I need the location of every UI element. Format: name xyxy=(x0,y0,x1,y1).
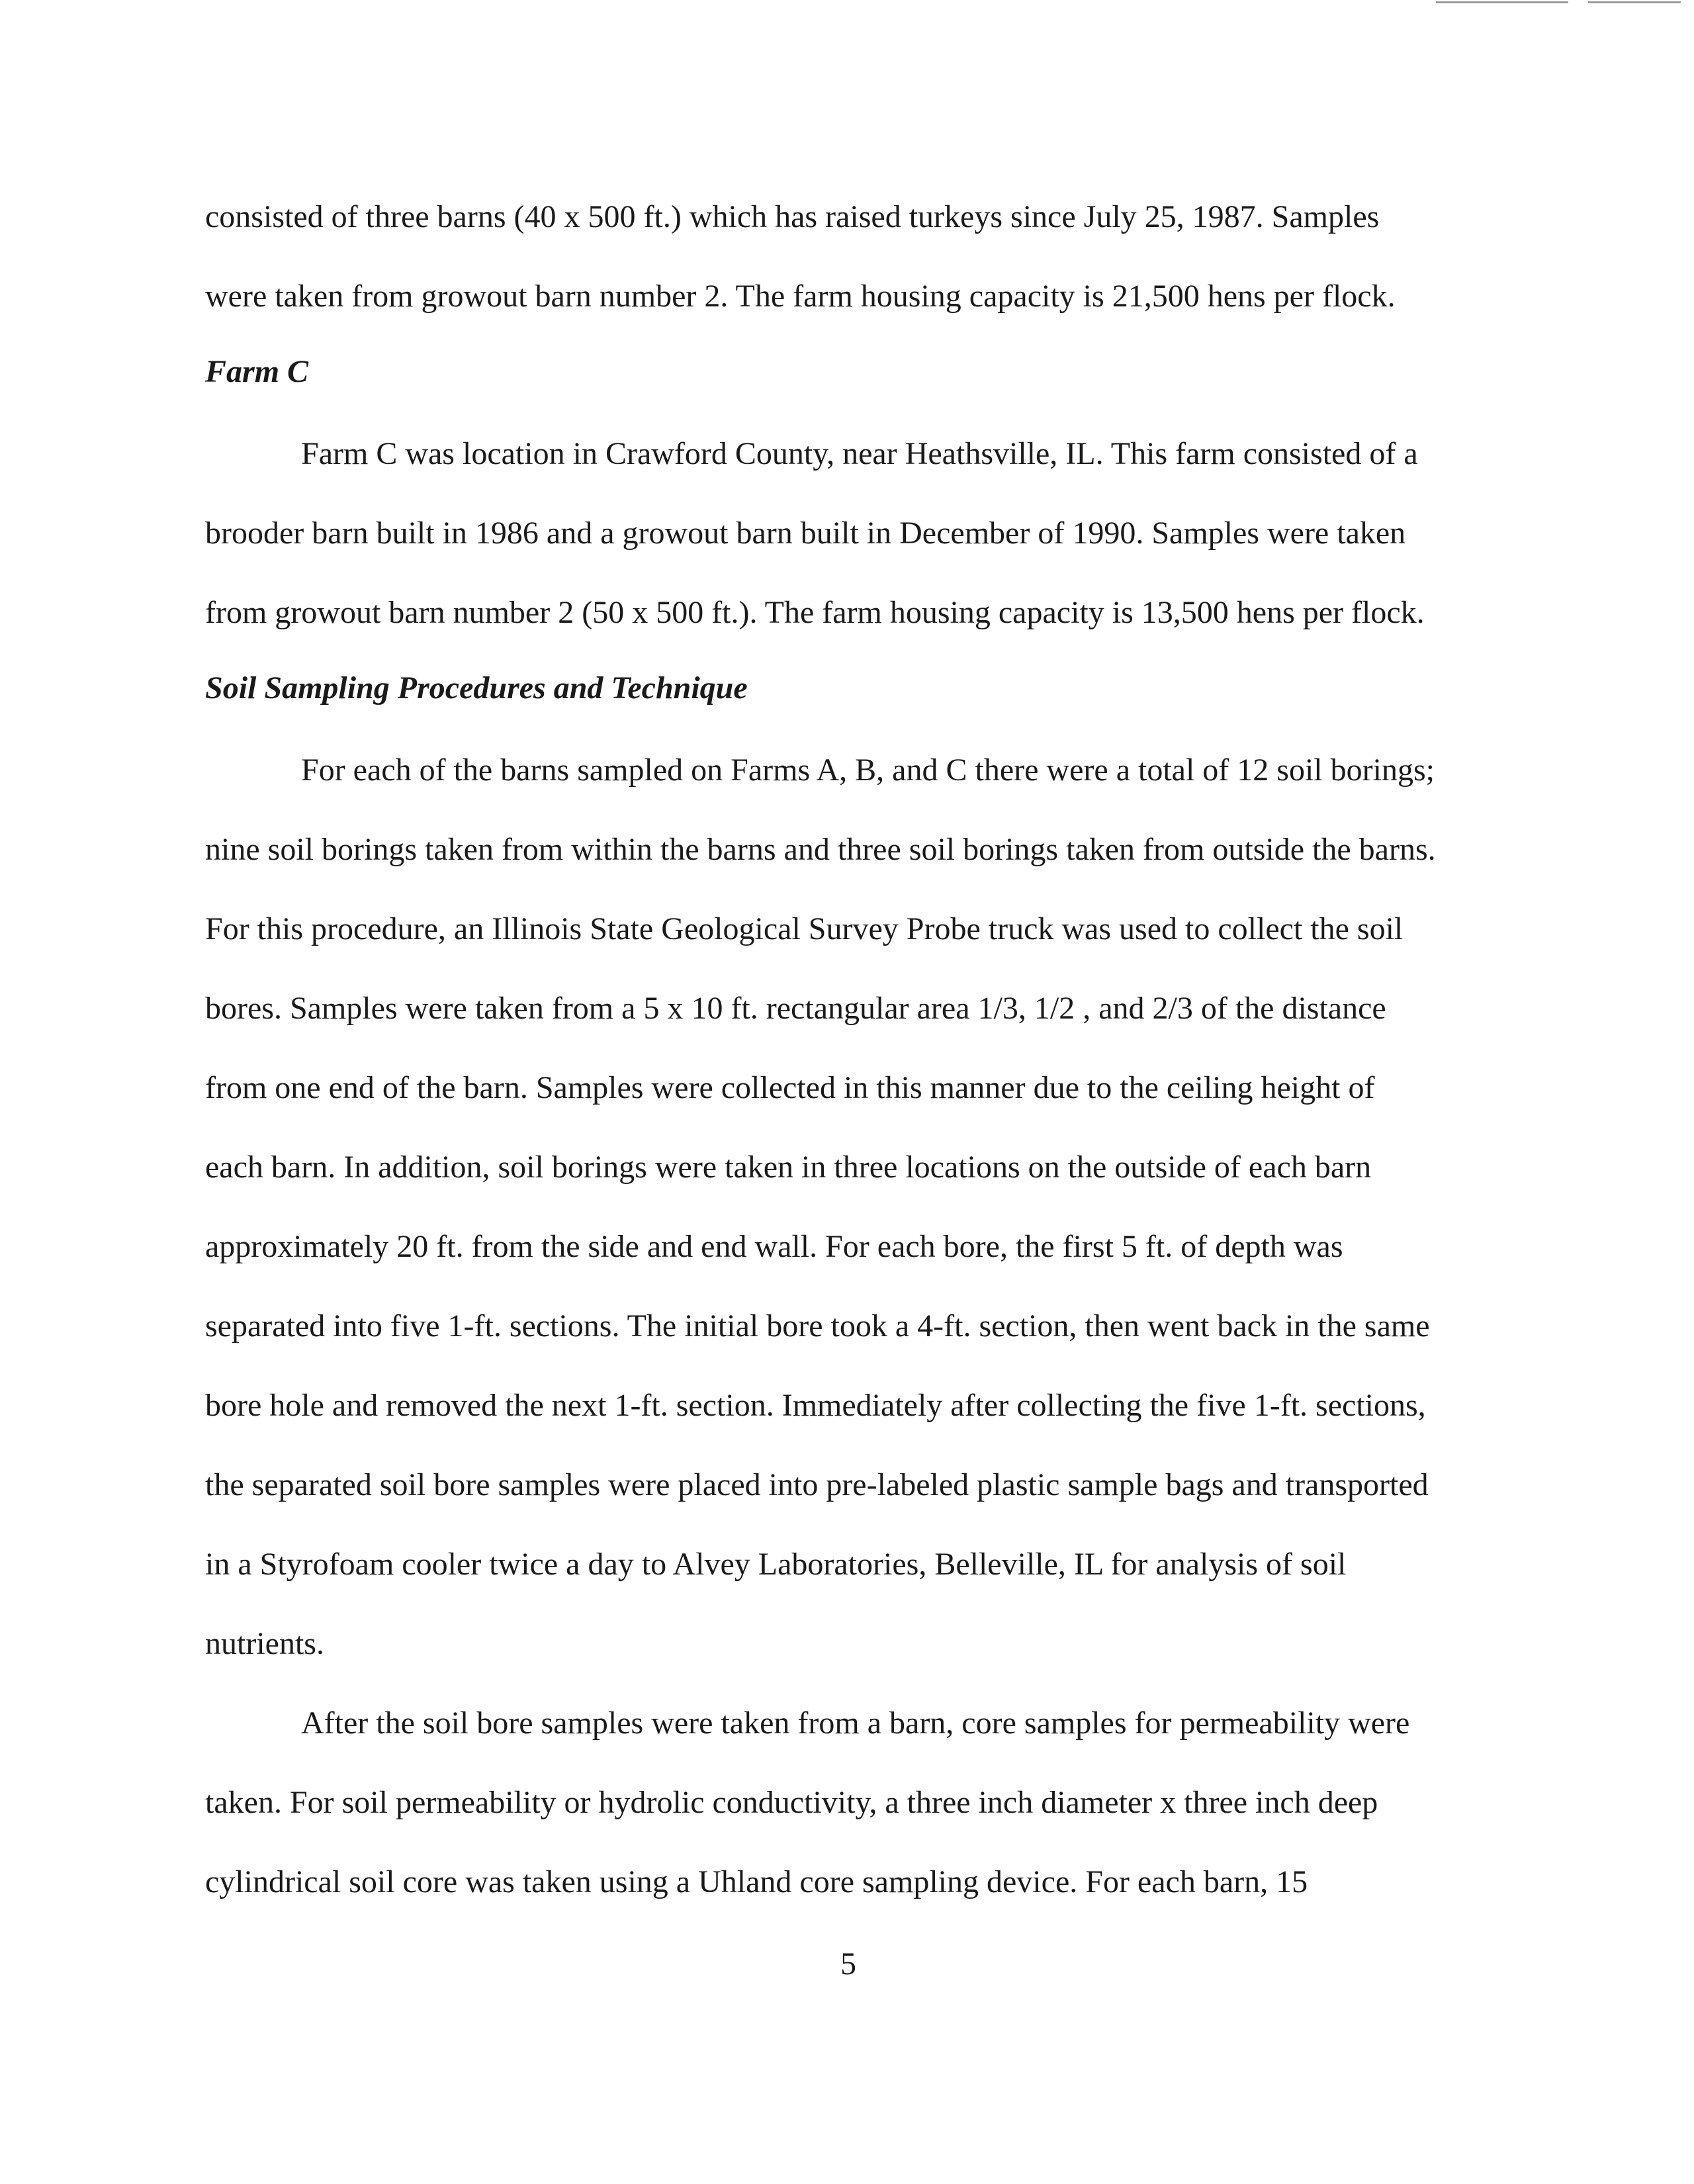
body-text-line: nine soil borings taken from within the barns and three soil borings taken from outside the barns. xyxy=(205,832,1436,867)
body-text-line: from one end of the barn. Samples were collected in this manner due to the ceiling height of xyxy=(205,1070,1375,1105)
body-text-line: were taken from growout barn number 2. The farm housing capacity is 21,500 hens per flock. xyxy=(205,279,1396,314)
body-text-line: separated into five 1-ft. sections. The initial bore took a 4-ft. section, then went back in the same xyxy=(205,1308,1430,1343)
page-number: 5 xyxy=(840,1946,856,1981)
body-text-line: bore hole and removed the next 1-ft. section. Immediately after collecting the five 1-ft. sections, xyxy=(205,1388,1426,1423)
body-text-line: Farm C was location in Crawford County, near Heathsville, IL. This farm consisted of a xyxy=(301,436,1418,471)
body-text-line: bores. Samples were taken from a 5 x 10 ft. rectangular area 1/3, 1/2 , and 2/3 of the distance xyxy=(205,991,1386,1026)
scan-edge-mark xyxy=(1588,1,1681,3)
scan-edge-mark xyxy=(1436,1,1568,3)
body-text-line: in a Styrofoam cooler twice a day to Alvey Laboratories, Belleville, IL for analysis of soil xyxy=(205,1547,1347,1582)
body-text-line: After the soil bore samples were taken from a barn, core samples for permeability were xyxy=(301,1706,1410,1741)
section-heading: Soil Sampling Procedures and Technique xyxy=(205,670,748,705)
body-text-line: cylindrical soil core was taken using a Uhland core sampling device. For each barn, 15 xyxy=(205,1864,1308,1899)
body-text-line: approximately 20 ft. from the side and end wall. For each bore, the first 5 ft. of depth was xyxy=(205,1229,1343,1264)
body-text-line: consisted of three barns (40 x 500 ft.) which has raised turkeys since July 25, 1987. Samples xyxy=(205,199,1380,234)
body-text-line: from growout barn number 2 (50 x 500 ft.). The farm housing capacity is 13,500 hens per flock. xyxy=(205,595,1425,630)
body-text-line: For this procedure, an Illinois State Geological Survey Probe truck was used to collect the soil xyxy=(205,911,1404,946)
body-text-line: brooder barn built in 1986 and a growout barn built in December of 1990. Samples were taken xyxy=(205,516,1406,551)
body-text-line: nutrients. xyxy=(205,1626,324,1661)
section-heading: Farm C xyxy=(205,354,309,389)
body-text-line: For each of the barns sampled on Farms A, B, and C there were a total of 12 soil borings; xyxy=(301,752,1435,788)
body-text-line: the separated soil bore samples were placed into pre-labeled plastic sample bags and transported xyxy=(205,1467,1429,1502)
body-text-line: each barn. In addition, soil borings were taken in three locations on the outside of each barn xyxy=(205,1150,1372,1185)
body-text-line: taken. For soil permeability or hydrolic conductivity, a three inch diameter x three inch deep xyxy=(205,1785,1378,1820)
